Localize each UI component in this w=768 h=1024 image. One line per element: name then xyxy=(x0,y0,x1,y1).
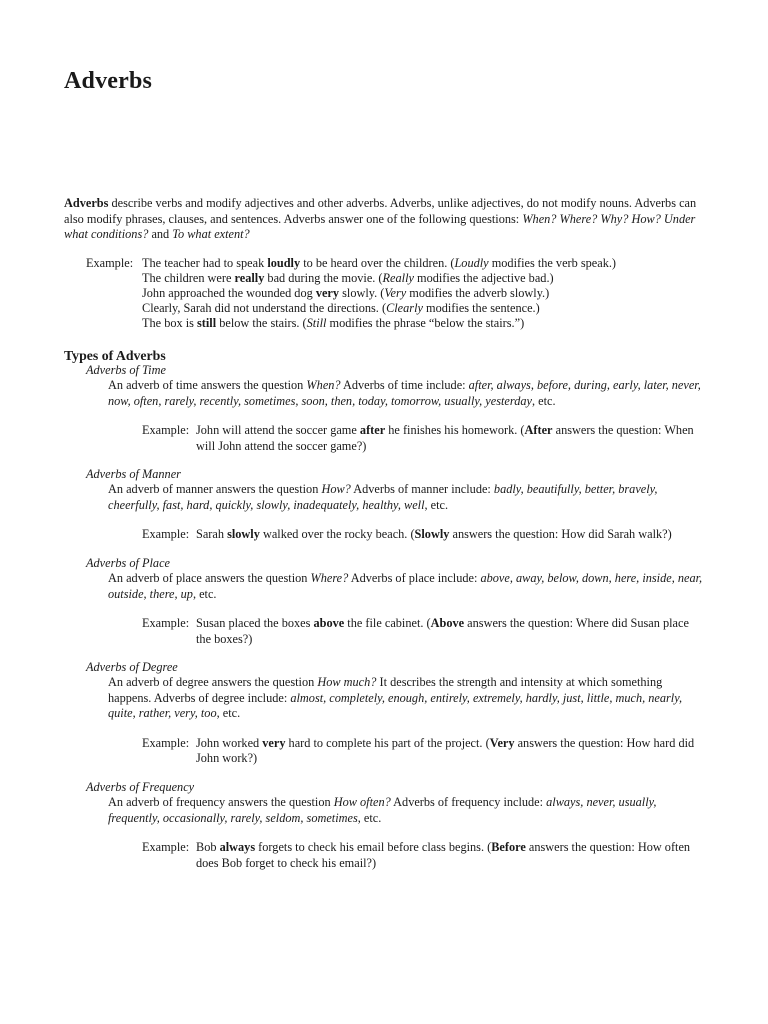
desc-question: When? xyxy=(306,378,341,392)
section-description xyxy=(108,795,708,826)
section-adverbs-of-time xyxy=(86,363,716,454)
example-part: Susan placed the boxes xyxy=(196,616,314,630)
section-adverbs-of-place xyxy=(86,556,716,647)
section-example xyxy=(142,423,702,454)
types-heading: Types of Adverbs xyxy=(64,348,166,363)
desc-etc: , etc. xyxy=(216,706,241,720)
example-adverb: still xyxy=(197,316,217,330)
example-text xyxy=(196,423,702,454)
section-title: Adverbs of Manner xyxy=(86,467,181,481)
example-label: Example: xyxy=(142,616,190,630)
desc-part: An adverb of place answers the question xyxy=(108,571,311,585)
example-adverb: slowly xyxy=(227,527,260,541)
desc-adverb-list: badly, beautifully, better, bravely, cheerfully, fast, hard, quickly, slowly, inadequately, healthy, well xyxy=(108,482,658,512)
section-example xyxy=(142,616,702,647)
desc-part: An adverb of degree answers the question xyxy=(108,675,318,689)
example-row xyxy=(86,271,686,286)
desc-part: An adverb of time answers the question xyxy=(108,378,307,392)
intro-term: Adverbs xyxy=(64,196,109,210)
desc-question: Where? xyxy=(310,571,349,585)
example-adverb: Slowly xyxy=(414,527,450,541)
example-part: answers the question: Where did Susan place the boxes?) xyxy=(196,616,689,646)
intro-paragraph xyxy=(64,196,714,243)
example-row xyxy=(86,316,686,331)
example-adverb: Above xyxy=(430,616,465,630)
example-adverb: loudly xyxy=(267,256,301,270)
intro-extent: To what extent? xyxy=(172,227,250,241)
desc-adverb-list: after, always, before, during, early, later, never, now, often, rarely, recently, sometimes, soon, then, today, tomorrow, usually, yesterday xyxy=(108,378,701,408)
example-text xyxy=(196,840,702,871)
example-label: Example: xyxy=(142,840,190,854)
example-part: below the stairs. ( xyxy=(216,316,307,330)
desc-question: How much? xyxy=(317,675,377,689)
desc-etc: , etc. xyxy=(357,810,382,825)
example-part: answers the question: How did Sarah walk?) xyxy=(449,527,672,541)
example-adverb-italic: Very xyxy=(384,286,407,300)
example-part: walked over the rocky beach. ( xyxy=(259,527,415,541)
section-title: Adverbs of Time xyxy=(86,363,166,377)
example-text xyxy=(142,301,686,316)
example-adverb-italic: Really xyxy=(382,271,414,285)
example-part: he finishes his homework. ( xyxy=(385,423,525,437)
example-part: John worked xyxy=(196,735,263,750)
example-adverb: above xyxy=(313,616,345,630)
example-part: modifies the adjective bad.) xyxy=(413,271,554,285)
section-title: Adverbs of Frequency xyxy=(86,780,195,794)
section-example xyxy=(142,736,702,767)
example-label: Example: xyxy=(86,256,134,270)
intro-examples xyxy=(86,256,686,331)
desc-part: It describes the strength and intensity at which something happens. Adverbs of degree include: xyxy=(108,675,663,705)
section-description xyxy=(108,378,708,409)
example-adverb: really xyxy=(234,271,265,285)
example-text xyxy=(142,256,686,271)
example-text xyxy=(196,736,702,767)
example-row xyxy=(86,256,686,271)
desc-part: An adverb of manner answers the question xyxy=(108,482,322,496)
example-part: slowly. ( xyxy=(339,286,385,300)
example-part: modifies the adverb slowly.) xyxy=(406,286,550,300)
section-description xyxy=(108,482,708,513)
intro-and: and xyxy=(148,227,173,241)
example-part: modifies the phrase “below the stairs.”) xyxy=(326,316,525,330)
section-adverbs-of-degree xyxy=(86,660,716,767)
desc-part: An adverb of frequency answers the question xyxy=(108,795,334,809)
example-part: The teacher had to speak xyxy=(142,256,268,270)
example-label: Example: xyxy=(142,735,190,750)
example-label-spacer xyxy=(86,316,142,331)
example-part: modifies the verb speak.) xyxy=(488,256,617,270)
example-part: John will attend the soccer game xyxy=(196,423,360,437)
example-label-spacer xyxy=(86,271,142,286)
example-adverb-italic: Clearly xyxy=(386,301,423,315)
desc-adverb-list: always, never, usually, frequently, occasionally, rarely, seldom, sometimes xyxy=(108,795,657,825)
example-adverb: very xyxy=(262,735,286,750)
example-adverb: very xyxy=(315,286,340,300)
example-part: hard to complete his part of the project. ( xyxy=(285,735,490,750)
example-label: Example: xyxy=(142,423,190,437)
example-adverb-italic: Still xyxy=(306,316,327,330)
section-description xyxy=(108,571,708,602)
desc-part: Adverbs of frequency include: xyxy=(390,795,547,809)
example-text xyxy=(142,286,686,301)
example-part: The children were xyxy=(142,271,235,285)
section-title: Adverbs of Degree xyxy=(86,660,178,674)
example-row xyxy=(86,301,686,316)
desc-etc: , etc. xyxy=(531,393,556,408)
example-text xyxy=(142,271,686,286)
section-adverbs-of-frequency xyxy=(86,780,716,871)
example-part: forgets to check his email before class begins. ( xyxy=(255,840,492,854)
section-example xyxy=(142,527,702,543)
desc-adverb-list: above, away, below, down, here, inside, near, outside, there, up xyxy=(108,571,703,601)
example-part: Bob xyxy=(196,840,220,854)
example-adverb: Before xyxy=(491,840,526,854)
desc-question: How? xyxy=(321,482,351,496)
desc-part: Adverbs of place include: xyxy=(348,571,481,585)
example-adverb: After xyxy=(524,423,553,437)
example-adverb-italic: Loudly xyxy=(454,256,489,270)
example-text xyxy=(196,616,702,647)
example-text xyxy=(196,527,702,543)
example-part: answers the question: How hard did John work?) xyxy=(196,735,695,765)
example-part: to be heard over the children. ( xyxy=(300,256,455,270)
example-part: John approached the wounded dog xyxy=(142,286,316,300)
example-part: Sarah xyxy=(196,527,228,541)
section-example xyxy=(142,840,702,871)
example-part: answers the question: How often does Bob forget to check his email?) xyxy=(196,840,691,870)
desc-etc: , etc. xyxy=(192,586,217,601)
example-part: Clearly, Sarah did not understand the directions. ( xyxy=(142,301,387,315)
example-adverb: always xyxy=(219,840,256,854)
desc-adverb-list: almost, completely, enough, entirely, extremely, hardly, just, little, much, nearly, quite, rather, very, too xyxy=(108,690,683,720)
intro-questions: When? Where? Why? How? Under what conditions? xyxy=(64,211,696,241)
example-row xyxy=(86,286,686,301)
example-part: modifies the sentence.) xyxy=(422,301,540,315)
desc-part: Adverbs of time include: xyxy=(340,378,469,392)
example-label-spacer xyxy=(86,286,142,301)
section-title: Adverbs of Place xyxy=(86,556,171,570)
intro-text: describe verbs and modify adjectives and other adverbs. Adverbs, unlike adjectives, do not modify nouns. Adverbs can also modify phrases, clauses, and sentences. Adverbs answer one of the following questions: xyxy=(64,196,697,226)
desc-etc: , etc. xyxy=(424,497,449,512)
example-part: bad during the movie. ( xyxy=(264,271,383,285)
page-title: Adverbs xyxy=(64,68,153,94)
example-label: Example: xyxy=(142,527,190,541)
example-part: the file cabinet. ( xyxy=(344,616,431,630)
section-description xyxy=(108,675,708,722)
example-adverb: Very xyxy=(489,735,515,750)
section-adverbs-of-manner xyxy=(86,467,716,543)
example-label-spacer xyxy=(86,301,142,316)
desc-question: How often? xyxy=(333,795,391,809)
example-part: answers the question: When will John attend the soccer game?) xyxy=(196,423,694,453)
example-adverb: after xyxy=(359,423,386,437)
example-part: The box is xyxy=(142,316,197,330)
example-text xyxy=(142,316,686,331)
desc-part: Adverbs of manner include: xyxy=(350,482,494,496)
